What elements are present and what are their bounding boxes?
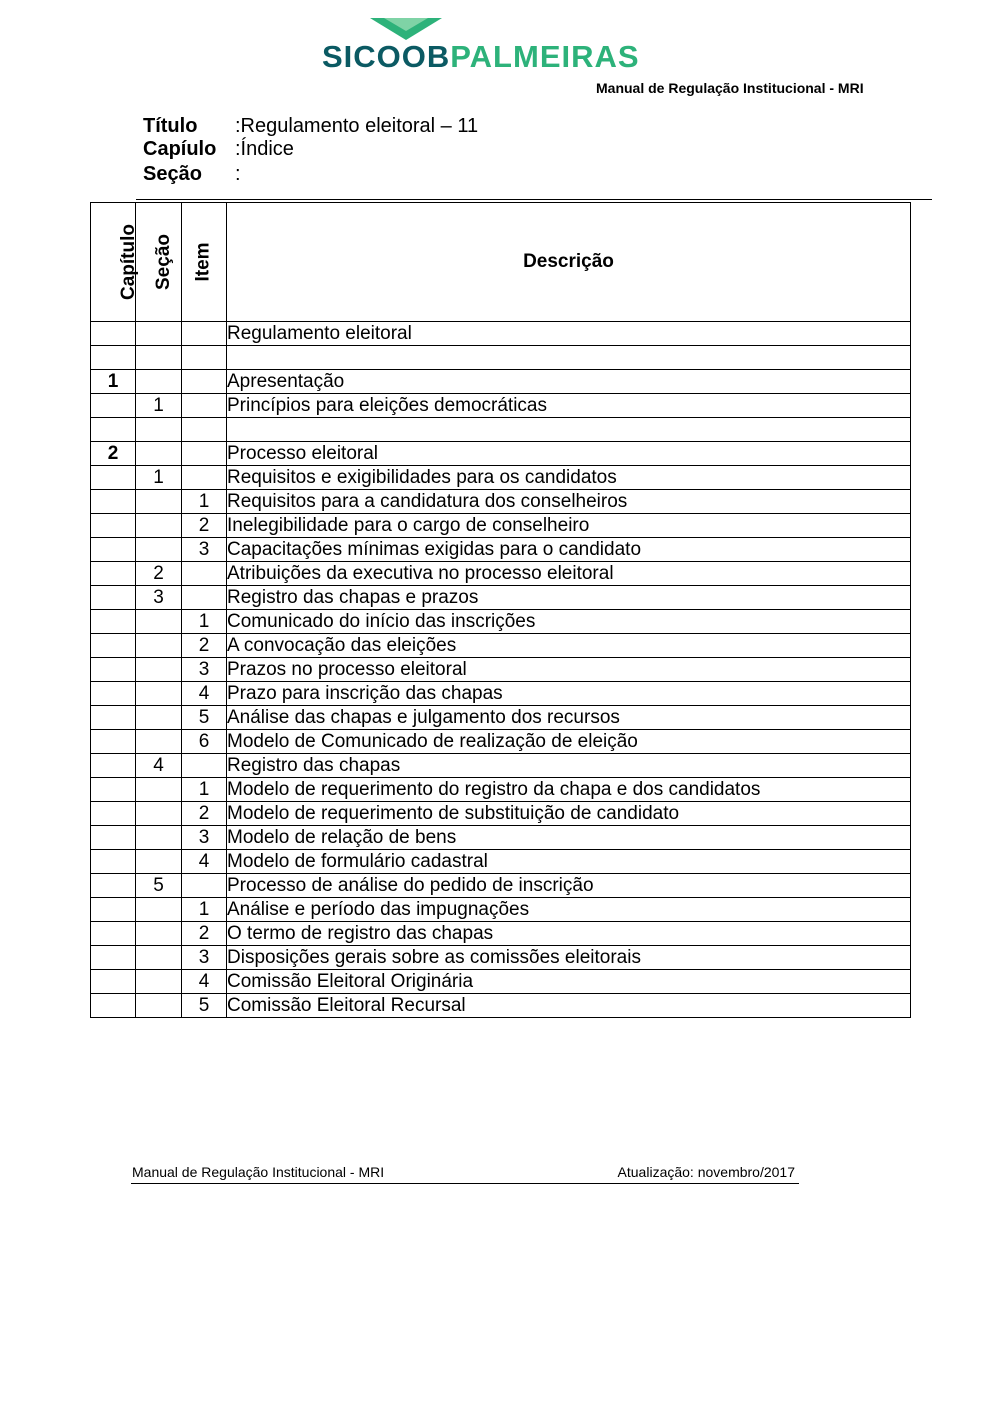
index-table: [90, 202, 911, 1018]
cell-secao: [136, 994, 182, 1018]
header-divider: [136, 199, 932, 200]
cell-item: 4: [182, 682, 227, 706]
cell-capitulo: [91, 754, 136, 778]
cell-capitulo: 2: [91, 442, 136, 466]
cell-item: [182, 754, 227, 778]
cell-secao: [136, 826, 182, 850]
table-row: [91, 634, 911, 658]
table-row: [91, 922, 911, 946]
cell-capitulo: [91, 706, 136, 730]
cell-item: 1: [182, 490, 227, 514]
cell-secao: [136, 538, 182, 562]
cell-secao: [136, 346, 182, 370]
cell-descricao: Processo de análise do pedido de inscrição: [227, 874, 911, 898]
cell-capitulo: [91, 730, 136, 754]
table-row: [91, 562, 911, 586]
cell-descricao: Regulamento eleitoral: [227, 322, 911, 346]
header-item-label: Item: [192, 242, 214, 282]
table-row: [91, 706, 911, 730]
cell-capitulo: [91, 682, 136, 706]
table-row: [91, 418, 911, 442]
table-row: [91, 970, 911, 994]
cell-descricao: Capacitações mínimas exigidas para o candidato: [227, 538, 911, 562]
cell-secao: [136, 706, 182, 730]
cell-secao: [136, 898, 182, 922]
cell-descricao: Atribuições da executiva no processo eleitoral: [227, 562, 911, 586]
cell-capitulo: [91, 418, 136, 442]
cell-capitulo: [91, 586, 136, 610]
cell-capitulo: [91, 610, 136, 634]
meta-capitulo: [143, 137, 294, 161]
cell-item: 5: [182, 706, 227, 730]
cell-secao: [136, 778, 182, 802]
table-row: [91, 778, 911, 802]
cell-secao: [136, 946, 182, 970]
cell-secao: [136, 634, 182, 658]
cell-descricao: Requisitos para a candidatura dos conselheiros: [227, 490, 911, 514]
cell-capitulo: [91, 874, 136, 898]
cell-capitulo: [91, 322, 136, 346]
table-row: [91, 826, 911, 850]
table-row: [91, 346, 911, 370]
table-row: [91, 514, 911, 538]
cell-secao: [136, 370, 182, 394]
cell-capitulo: [91, 850, 136, 874]
table-row: [91, 730, 911, 754]
cell-capitulo: [91, 970, 136, 994]
cell-secao: [136, 970, 182, 994]
cell-secao: [136, 610, 182, 634]
cell-secao: 2: [136, 562, 182, 586]
cell-capitulo: [91, 658, 136, 682]
table-row: [91, 370, 911, 394]
cell-item: 3: [182, 946, 227, 970]
table-row: [91, 874, 911, 898]
sicoob-palmeiras-logo: [322, 18, 698, 74]
cell-secao: [136, 442, 182, 466]
cell-capitulo: 1: [91, 370, 136, 394]
cell-descricao: Prazos no processo eleitoral: [227, 658, 911, 682]
footer-update-date: Atualização: novembro/2017: [617, 1164, 795, 1180]
table-row: [91, 994, 911, 1018]
cell-capitulo: [91, 466, 136, 490]
cell-capitulo: [91, 634, 136, 658]
table-row: [91, 322, 911, 346]
cell-descricao: Modelo de Comunicado de realização de eleição: [227, 730, 911, 754]
cell-capitulo: [91, 826, 136, 850]
cell-descricao: Comunicado do início das inscrições: [227, 610, 911, 634]
table-row: [91, 586, 911, 610]
logo-text-palmeiras: PALMEIRAS: [450, 39, 640, 74]
cell-item: 2: [182, 514, 227, 538]
cell-item: [182, 322, 227, 346]
cell-descricao: Modelo de requerimento do registro da chapa e dos candidatos: [227, 778, 911, 802]
cell-capitulo: [91, 538, 136, 562]
cell-capitulo: [91, 394, 136, 418]
cell-secao: [136, 850, 182, 874]
cell-item: [182, 442, 227, 466]
table-row: [91, 466, 911, 490]
cell-descricao: Disposições gerais sobre as comissões eleitorais: [227, 946, 911, 970]
cell-secao: 1: [136, 394, 182, 418]
cell-item: [182, 586, 227, 610]
cell-descricao: Inelegibilidade para o cargo de conselheiro: [227, 514, 911, 538]
table-body: [91, 322, 911, 1018]
meta-secao-label: Seção: [143, 163, 202, 185]
cell-item: 3: [182, 538, 227, 562]
cell-secao: [136, 922, 182, 946]
meta-titulo-label: Título: [143, 115, 198, 137]
cell-capitulo: [91, 346, 136, 370]
table-header-row: [91, 203, 911, 322]
cell-descricao: [227, 346, 911, 370]
meta-titulo-value: :Regulamento eleitoral – 11: [235, 115, 479, 137]
cell-item: 1: [182, 778, 227, 802]
footer-manual-title: Manual de Regulação Institucional - MRI: [132, 1164, 385, 1180]
meta-titulo: [143, 114, 478, 138]
cell-item: 2: [182, 802, 227, 826]
cell-capitulo: [91, 562, 136, 586]
cell-item: 2: [182, 922, 227, 946]
meta-capitulo-label: Capíulo: [143, 138, 217, 160]
cell-descricao: Princípios para eleições democráticas: [227, 394, 911, 418]
cell-descricao: Comissão Eleitoral Recursal: [227, 994, 911, 1018]
header-descricao: Descrição: [227, 203, 911, 322]
cell-descricao: Modelo de relação de bens: [227, 826, 911, 850]
table-row: [91, 898, 911, 922]
header-secao-label: Seção: [152, 234, 174, 290]
cell-descricao: [227, 418, 911, 442]
cell-capitulo: [91, 898, 136, 922]
cell-descricao: Registro das chapas e prazos: [227, 586, 911, 610]
cell-capitulo: [91, 922, 136, 946]
header-manual-title: Manual de Regulação Institucional - MRI: [596, 80, 864, 96]
table-row: [91, 394, 911, 418]
cell-descricao: Análise e período das impugnações: [227, 898, 911, 922]
cell-descricao: Requisitos e exigibilidades para os candidatos: [227, 466, 911, 490]
cell-descricao: A convocação das eleições: [227, 634, 911, 658]
table-row: [91, 658, 911, 682]
cell-secao: 4: [136, 754, 182, 778]
table-row: [91, 802, 911, 826]
cell-item: 3: [182, 826, 227, 850]
header-capitulo-label: Capítulo: [118, 224, 139, 300]
cell-capitulo: [91, 778, 136, 802]
cell-item: 3: [182, 658, 227, 682]
cell-capitulo: [91, 946, 136, 970]
table-row: [91, 946, 911, 970]
cell-secao: 1: [136, 466, 182, 490]
cell-descricao: Comissão Eleitoral Originária: [227, 970, 911, 994]
cell-item: [182, 394, 227, 418]
cell-item: [182, 346, 227, 370]
footer: [131, 1163, 799, 1184]
cell-item: [182, 562, 227, 586]
cell-item: [182, 466, 227, 490]
table-row: [91, 442, 911, 466]
cell-secao: 3: [136, 586, 182, 610]
cell-descricao: O termo de registro das chapas: [227, 922, 911, 946]
header-secao: [136, 203, 182, 322]
cell-descricao: Apresentação: [227, 370, 911, 394]
table-row: [91, 682, 911, 706]
table-row: [91, 538, 911, 562]
header-capitulo: [91, 203, 139, 322]
cell-secao: 5: [136, 874, 182, 898]
cell-descricao: Registro das chapas: [227, 754, 911, 778]
meta-secao-value: :: [235, 163, 241, 185]
logo-text-sicoob: SICOOB: [322, 39, 451, 74]
cell-item: 1: [182, 610, 227, 634]
cell-secao: [136, 418, 182, 442]
logo-wordmark: [322, 40, 640, 74]
cell-secao: [136, 322, 182, 346]
cell-item: 1: [182, 898, 227, 922]
cell-capitulo: [91, 514, 136, 538]
cell-item: [182, 418, 227, 442]
cell-item: 2: [182, 634, 227, 658]
cell-capitulo: [91, 490, 136, 514]
meta-capitulo-value: :Índice: [235, 138, 294, 160]
cell-descricao: Modelo de formulário cadastral: [227, 850, 911, 874]
cell-capitulo: [91, 802, 136, 826]
cell-capitulo: [91, 994, 136, 1018]
header-item: [182, 203, 227, 322]
cell-item: 6: [182, 730, 227, 754]
cell-descricao: Processo eleitoral: [227, 442, 911, 466]
cell-item: [182, 370, 227, 394]
cell-item: 5: [182, 994, 227, 1018]
cell-secao: [136, 490, 182, 514]
cell-descricao: Prazo para inscrição das chapas: [227, 682, 911, 706]
table-row: [91, 850, 911, 874]
cell-item: 4: [182, 850, 227, 874]
cell-secao: [136, 514, 182, 538]
cell-secao: [136, 658, 182, 682]
cell-secao: [136, 730, 182, 754]
table-row: [91, 610, 911, 634]
table-row: [91, 754, 911, 778]
meta-secao: [143, 162, 241, 186]
cell-item: 4: [182, 970, 227, 994]
cell-item: [182, 874, 227, 898]
cell-descricao: Modelo de requerimento de substituição de candidato: [227, 802, 911, 826]
cell-descricao: Análise das chapas e julgamento dos recursos: [227, 706, 911, 730]
cell-secao: [136, 682, 182, 706]
logo-triangle-icon: [370, 18, 442, 40]
cell-secao: [136, 802, 182, 826]
table-row: [91, 490, 911, 514]
